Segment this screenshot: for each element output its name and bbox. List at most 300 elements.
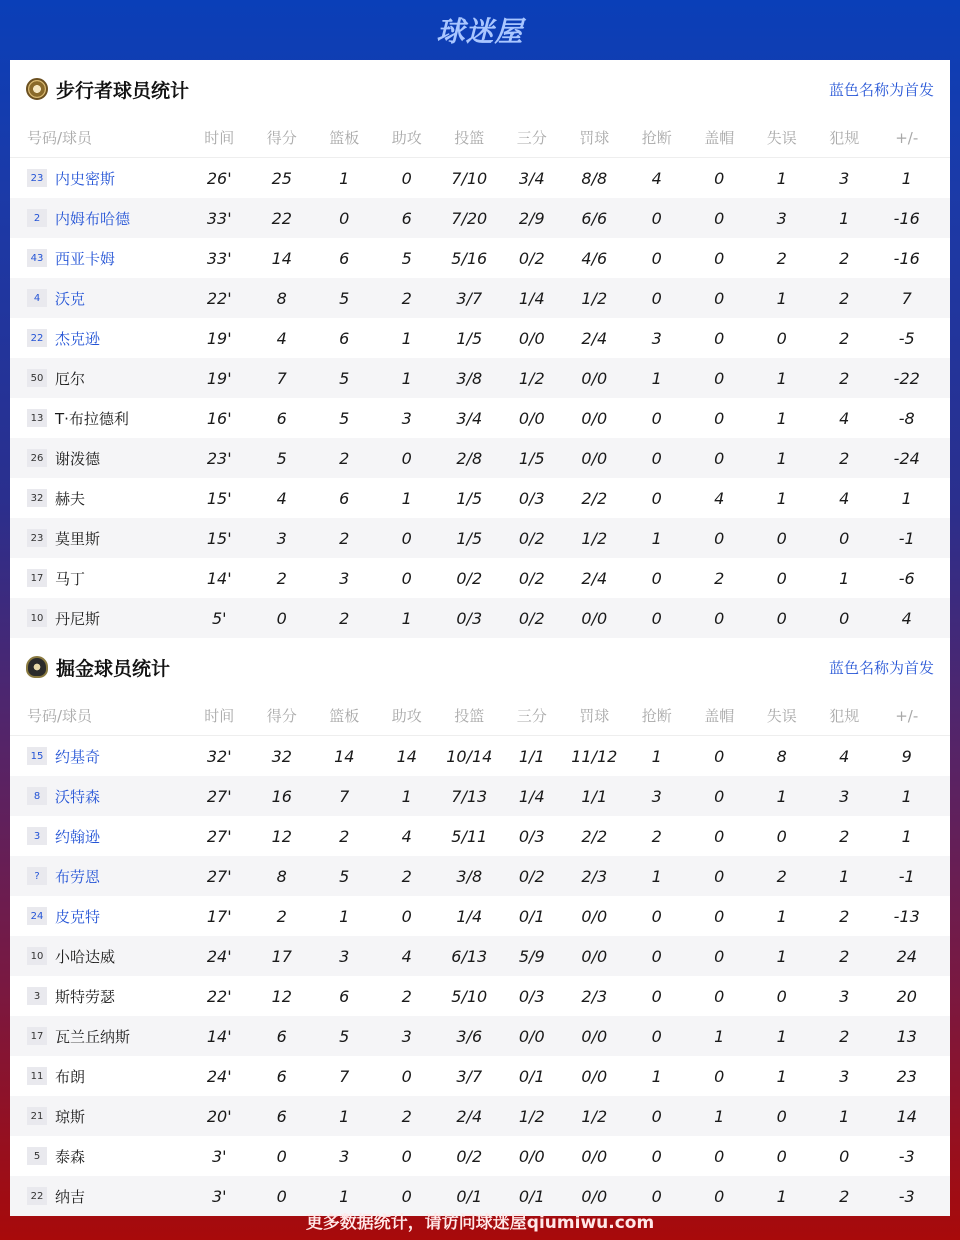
- stat-cell: 2/8: [456, 448, 483, 468]
- table-row[interactable]: [10, 856, 950, 896]
- stat-cell: 17: [271, 946, 292, 966]
- team-stats-title: 掘金球员统计: [56, 657, 171, 680]
- team-section-1: [10, 638, 950, 1216]
- stat-cell: 0: [651, 408, 662, 428]
- stat-cell: 0: [651, 488, 662, 508]
- stat-cell: 1/5: [456, 488, 483, 508]
- player-cell: [10, 746, 188, 767]
- stat-cell: 2: [839, 1026, 850, 1046]
- stat-cell: 2: [839, 328, 850, 348]
- player-cell: [10, 448, 188, 469]
- table-row[interactable]: [10, 736, 950, 776]
- player-cell: [10, 528, 188, 549]
- stat-cell: 0: [776, 986, 787, 1006]
- starter-legend-note: 蓝色名称为首发: [828, 658, 934, 677]
- stat-cell: 5: [339, 368, 350, 388]
- stat-cell: 0/0: [581, 1066, 608, 1086]
- player-name[interactable]: 沃克: [55, 289, 86, 308]
- player-name[interactable]: 琼斯: [55, 1107, 86, 1126]
- stat-cell: 0: [776, 826, 787, 846]
- table-row[interactable]: [10, 816, 950, 856]
- stat-cell: 24: [896, 946, 917, 966]
- stat-cell: 14': [206, 1026, 232, 1046]
- stat-cell: 5/10: [451, 986, 488, 1006]
- stat-cell: 0: [714, 786, 725, 806]
- table-row[interactable]: [10, 238, 950, 278]
- player-name[interactable]: 斯特劳瑟: [55, 987, 116, 1006]
- stat-cell: 14: [271, 248, 292, 268]
- stat-cell: 6: [276, 1026, 287, 1046]
- player-name[interactable]: 杰克逊: [55, 329, 101, 348]
- stat-cell: 0: [401, 1146, 412, 1166]
- stat-cell: 1/5: [456, 528, 483, 548]
- stat-cell: -16: [893, 208, 920, 228]
- stat-cell: 0/0: [581, 608, 608, 628]
- stat-cell: -3: [898, 1186, 915, 1206]
- player-name[interactable]: 内史密斯: [55, 169, 116, 188]
- stat-cell: 1/1: [581, 786, 608, 806]
- player-cell: [10, 608, 188, 629]
- player-name[interactable]: 瓦兰丘纳斯: [55, 1027, 131, 1046]
- table-row[interactable]: [10, 438, 950, 478]
- stat-cell: 4: [401, 826, 412, 846]
- stat-cell: 7: [339, 786, 350, 806]
- stat-cell: 0/3: [518, 826, 545, 846]
- column-header[interactable]: 失误: [766, 707, 797, 725]
- column-header[interactable]: 三分: [516, 707, 547, 725]
- stat-cell: 1: [651, 1066, 662, 1086]
- stat-cell: 8: [276, 288, 287, 308]
- stat-cell: 5/16: [451, 248, 488, 268]
- stat-cell: 1: [776, 448, 787, 468]
- stat-cell: 0: [276, 608, 287, 628]
- stat-cell: 3: [339, 568, 350, 588]
- stat-cell: 1: [339, 1106, 350, 1126]
- stat-cell: 15': [206, 528, 232, 548]
- column-header[interactable]: 三分: [516, 129, 547, 147]
- player-name[interactable]: 谢泼德: [55, 449, 101, 468]
- stat-cell: 3: [839, 986, 850, 1006]
- stat-cell: 2: [776, 866, 787, 886]
- table-row[interactable]: [10, 358, 950, 398]
- stat-cell: 0: [276, 1146, 287, 1166]
- player-name[interactable]: 布朗: [55, 1067, 86, 1086]
- stat-cell: 0/0: [518, 408, 545, 428]
- stat-cell: 3/8: [456, 368, 483, 388]
- table-row[interactable]: [10, 158, 950, 198]
- player-name[interactable]: 丹尼斯: [55, 609, 101, 628]
- stat-cell: 3/7: [456, 1066, 483, 1086]
- stat-cell: 16': [206, 408, 232, 428]
- stat-cell: 4: [839, 746, 850, 766]
- site-footer[interactable]: 更多数据统计，请访问球迷屋qiumiwu.com: [305, 1212, 655, 1233]
- stat-cell: 0: [651, 906, 662, 926]
- jersey-number-badge: 10: [27, 947, 47, 965]
- stat-cell: 2/2: [581, 826, 608, 846]
- column-header[interactable]: 投篮: [454, 707, 485, 725]
- stat-cell: 2/4: [456, 1106, 483, 1126]
- player-cell: [10, 568, 188, 589]
- stat-cell: 12: [271, 986, 292, 1006]
- stat-cell: 4: [839, 408, 850, 428]
- stat-cell: 0/1: [518, 906, 545, 926]
- stat-cell: 2: [839, 946, 850, 966]
- stat-cell: 2: [339, 528, 350, 548]
- stat-cell: 1: [901, 786, 912, 806]
- stat-cell: 4: [651, 168, 662, 188]
- column-header[interactable]: 得分: [266, 129, 297, 147]
- stat-cell: 25: [271, 168, 292, 188]
- player-name[interactable]: 莫里斯: [55, 529, 101, 548]
- stat-cell: 0: [401, 1066, 412, 1086]
- stat-cell: 9: [901, 746, 912, 766]
- stat-cell: -3: [898, 1146, 915, 1166]
- site-logo[interactable]: 球迷屋: [436, 15, 524, 48]
- player-name[interactable]: T·布拉德利: [55, 409, 129, 428]
- stat-cell: 0: [651, 288, 662, 308]
- player-name[interactable]: 沃特森: [55, 787, 101, 806]
- stat-cell: 0: [776, 528, 787, 548]
- stat-cell: 0: [651, 1186, 662, 1206]
- stat-cell: 15': [206, 488, 232, 508]
- column-header[interactable]: 犯规: [829, 129, 860, 147]
- stat-cell: 4: [839, 488, 850, 508]
- stat-cell: 0/0: [581, 1026, 608, 1046]
- stat-cell: 1: [839, 208, 850, 228]
- stat-cell: 1: [401, 488, 412, 508]
- pacers-logo-icon: [26, 78, 48, 100]
- stat-cell: 1: [776, 906, 787, 926]
- stat-cell: 1: [901, 826, 912, 846]
- stat-cell: 0/2: [518, 528, 545, 548]
- table-row[interactable]: [10, 936, 950, 976]
- stat-cell: 2: [401, 288, 412, 308]
- table-row[interactable]: [10, 976, 950, 1016]
- stat-cell: 1: [901, 168, 912, 188]
- table-row[interactable]: [10, 398, 950, 438]
- column-header[interactable]: 抢断: [641, 707, 672, 725]
- stat-cell: 1: [339, 168, 350, 188]
- stat-cell: 33': [206, 208, 232, 228]
- stat-cell: 22: [271, 208, 292, 228]
- stat-cell: 0: [651, 568, 662, 588]
- column-header[interactable]: 时间: [204, 129, 235, 147]
- player-name[interactable]: 内姆布哈德: [55, 209, 131, 228]
- table-row[interactable]: [10, 518, 950, 558]
- player-cell: [10, 1146, 188, 1167]
- stat-cell: 24': [206, 1066, 232, 1086]
- column-header[interactable]: +/-: [895, 128, 919, 147]
- stat-cell: 14: [396, 746, 417, 766]
- stat-cell: 2/4: [581, 328, 608, 348]
- player-name[interactable]: 皮克特: [55, 907, 101, 926]
- stat-cell: 0: [651, 248, 662, 268]
- stat-cell: 0/3: [456, 608, 483, 628]
- stat-cell: 23: [896, 1066, 917, 1086]
- stat-cell: 8: [776, 746, 787, 766]
- stat-cell: 0: [651, 208, 662, 228]
- stat-cell: 3: [776, 208, 787, 228]
- player-cell: [10, 826, 188, 847]
- table-row[interactable]: [10, 478, 950, 518]
- stat-cell: 1: [401, 368, 412, 388]
- stat-cell: 10/14: [446, 746, 493, 766]
- stat-cell: 0: [776, 1146, 787, 1166]
- stat-cell: 1: [901, 488, 912, 508]
- stat-cell: 5: [339, 1026, 350, 1046]
- stat-cell: 3': [211, 1186, 227, 1206]
- stat-cell: 33': [206, 248, 232, 268]
- stat-cell: 6: [339, 328, 350, 348]
- column-header[interactable]: 犯规: [829, 707, 860, 725]
- stat-cell: 1/5: [518, 448, 545, 468]
- stat-cell: 0: [714, 986, 725, 1006]
- column-header[interactable]: 罚球: [579, 707, 610, 725]
- stat-cell: 0/0: [581, 1186, 608, 1206]
- stat-cell: 13: [896, 1026, 917, 1046]
- table-row[interactable]: [10, 598, 950, 638]
- stat-cell: 0: [714, 448, 725, 468]
- stat-cell: 1: [401, 786, 412, 806]
- stat-cell: 5: [276, 448, 287, 468]
- stat-cell: 0: [714, 1066, 725, 1086]
- table-row[interactable]: [10, 1136, 950, 1176]
- column-header[interactable]: 罚球: [579, 129, 610, 147]
- stat-cell: 3': [211, 1146, 227, 1166]
- stat-cell: 12: [271, 826, 292, 846]
- jersey-number-badge: 23: [27, 529, 47, 547]
- column-header[interactable]: +/-: [895, 706, 919, 725]
- stat-cell: 11/12: [571, 746, 618, 766]
- column-header[interactable]: 盖帽: [704, 707, 735, 725]
- jersey-number-badge: 32: [27, 489, 47, 507]
- stat-cell: 0/2: [518, 866, 545, 886]
- stat-cell: 23': [206, 448, 232, 468]
- stat-cell: 4/6: [581, 248, 608, 268]
- table-row[interactable]: [10, 1096, 950, 1136]
- stat-cell: 0: [714, 328, 725, 348]
- stat-cell: -24: [893, 448, 920, 468]
- stat-cell: 2: [839, 248, 850, 268]
- jersey-number-badge: 26: [27, 449, 47, 467]
- table-row[interactable]: [10, 318, 950, 358]
- team-stats-title: 步行者球员统计: [56, 79, 190, 102]
- stat-cell: 7/20: [451, 208, 488, 228]
- stat-cell: 5: [339, 408, 350, 428]
- column-header[interactable]: 得分: [266, 707, 297, 725]
- stat-cell: 6: [339, 986, 350, 1006]
- player-name[interactable]: 赫夫: [55, 489, 86, 508]
- player-name[interactable]: 厄尔: [55, 369, 86, 388]
- player-name[interactable]: 泰森: [55, 1147, 86, 1166]
- stat-cell: 1: [401, 608, 412, 628]
- stat-cell: 0: [401, 1186, 412, 1206]
- stat-cell: 4: [714, 488, 725, 508]
- stat-cell: 0/2: [456, 568, 483, 588]
- stat-cell: 0/2: [518, 608, 545, 628]
- stat-cell: 1: [776, 168, 787, 188]
- nuggets-logo-icon: [26, 656, 48, 678]
- stat-cell: 6: [339, 488, 350, 508]
- team-section-0: [10, 60, 950, 638]
- stat-cell: 2: [714, 568, 725, 588]
- stat-cell: 0: [714, 608, 725, 628]
- column-header[interactable]: 助攻: [391, 707, 422, 725]
- jersey-number-badge: ?: [27, 867, 47, 885]
- jersey-number-badge: 3: [27, 987, 47, 1005]
- stat-cell: 1: [339, 1186, 350, 1206]
- stat-cell: 5/11: [451, 826, 488, 846]
- stat-cell: 2: [651, 826, 662, 846]
- stat-cell: 0: [339, 208, 350, 228]
- player-cell: [10, 1106, 188, 1127]
- stat-cell: 0/0: [518, 328, 545, 348]
- stat-cell: 3: [651, 328, 662, 348]
- table-row[interactable]: [10, 776, 950, 816]
- stat-cell: 1/2: [581, 1106, 608, 1126]
- column-header[interactable]: 时间: [204, 707, 235, 725]
- table-row[interactable]: [10, 198, 950, 238]
- stat-cell: 0: [714, 1186, 725, 1206]
- stat-cell: 0: [401, 568, 412, 588]
- jersey-number-badge: 24: [27, 907, 47, 925]
- stat-cell: -6: [898, 568, 915, 588]
- stat-cell: 3: [839, 786, 850, 806]
- player-name[interactable]: 马丁: [55, 569, 86, 588]
- stat-cell: 1: [839, 1106, 850, 1126]
- stat-cell: 3: [276, 528, 287, 548]
- column-header[interactable]: 篮板: [329, 707, 360, 725]
- stat-cell: 0/2: [456, 1146, 483, 1166]
- stat-cell: 1: [839, 568, 850, 588]
- jersey-number-badge: 22: [27, 1187, 47, 1205]
- stat-cell: 0: [776, 608, 787, 628]
- stat-cell: 1: [651, 866, 662, 886]
- stat-cell: 0: [714, 528, 725, 548]
- stat-cell: 1/2: [581, 288, 608, 308]
- stat-cell: 6/13: [451, 946, 488, 966]
- stat-cell: 4: [901, 608, 912, 628]
- stat-cell: 8/8: [581, 168, 608, 188]
- player-cell: [10, 248, 188, 269]
- column-header[interactable]: 篮板: [329, 129, 360, 147]
- stat-cell: 24': [206, 946, 232, 966]
- stat-cell: 1/5: [456, 328, 483, 348]
- stat-cell: 6: [276, 1106, 287, 1126]
- stat-cell: 0/2: [518, 248, 545, 268]
- player-cell: [10, 786, 188, 807]
- stat-cell: 0: [714, 866, 725, 886]
- stat-cell: 20: [896, 986, 917, 1006]
- player-cell: [10, 866, 188, 887]
- jersey-number-badge: 23: [27, 169, 47, 187]
- stat-cell: 0: [776, 1106, 787, 1126]
- stat-cell: 6: [339, 248, 350, 268]
- stat-cell: 0: [714, 208, 725, 228]
- jersey-number-badge: 50: [27, 369, 47, 387]
- stat-cell: 1: [714, 1026, 725, 1046]
- stat-cell: 2: [839, 906, 850, 926]
- stat-cell: 2: [339, 448, 350, 468]
- stat-cell: 2: [839, 826, 850, 846]
- stat-cell: 27': [206, 826, 232, 846]
- column-header[interactable]: 号码/球员: [27, 129, 93, 147]
- stat-cell: 2: [339, 826, 350, 846]
- stat-cell: 27': [206, 786, 232, 806]
- jersey-number-badge: 21: [27, 1107, 47, 1125]
- player-name[interactable]: 纳吉: [55, 1187, 86, 1206]
- stat-cell: 7: [901, 288, 912, 308]
- table-row[interactable]: [10, 896, 950, 936]
- stat-cell: 0/0: [518, 1026, 545, 1046]
- stat-cell: 1/4: [518, 786, 545, 806]
- column-header[interactable]: 投篮: [454, 129, 485, 147]
- stat-cell: 0/0: [581, 448, 608, 468]
- player-name[interactable]: 约翰逊: [55, 827, 101, 846]
- stat-cell: 0: [714, 826, 725, 846]
- player-cell: [10, 1026, 188, 1047]
- stat-cell: 0: [714, 408, 725, 428]
- section-header: [10, 60, 950, 118]
- column-header[interactable]: 盖帽: [704, 129, 735, 147]
- stat-cell: 1: [776, 1066, 787, 1086]
- player-name[interactable]: 约基奇: [55, 747, 101, 766]
- stat-cell: 17': [206, 906, 232, 926]
- stat-cell: 0: [401, 528, 412, 548]
- stats-card: [10, 60, 950, 1206]
- stat-cell: 4: [276, 328, 287, 348]
- table-row[interactable]: [10, 558, 950, 598]
- stat-cell: 0: [776, 568, 787, 588]
- stat-cell: 2/3: [581, 866, 608, 886]
- stat-cell: 0/1: [518, 1066, 545, 1086]
- player-cell: [10, 328, 188, 349]
- table-body: [10, 158, 950, 638]
- column-header[interactable]: 失误: [766, 129, 797, 147]
- stat-cell: 6: [276, 408, 287, 428]
- stat-cell: 3: [339, 946, 350, 966]
- stat-cell: 2: [839, 288, 850, 308]
- stat-cell: 1: [776, 946, 787, 966]
- table-row[interactable]: [10, 1016, 950, 1056]
- table-row[interactable]: [10, 1056, 950, 1096]
- stat-cell: 2: [276, 568, 287, 588]
- table-header: [10, 118, 950, 158]
- player-cell: [10, 208, 188, 229]
- player-name[interactable]: 西亚卡姆: [55, 249, 116, 268]
- stat-cell: 14: [896, 1106, 917, 1126]
- stat-cell: 2/2: [581, 488, 608, 508]
- jersey-number-badge: 17: [27, 1027, 47, 1045]
- stat-cell: 5: [401, 248, 412, 268]
- player-name[interactable]: 布劳恩: [55, 867, 101, 886]
- column-header[interactable]: 助攻: [391, 129, 422, 147]
- jersey-number-badge: 13: [27, 409, 47, 427]
- stat-cell: 5/9: [518, 946, 545, 966]
- stat-cell: 1/2: [518, 368, 545, 388]
- stat-cell: 2/9: [518, 208, 545, 228]
- stat-cell: 3/6: [456, 1026, 483, 1046]
- column-header[interactable]: 号码/球员: [27, 707, 93, 725]
- player-cell: [10, 288, 188, 309]
- stat-cell: 0/0: [581, 408, 608, 428]
- player-name[interactable]: 小哈达威: [55, 947, 116, 966]
- table-row[interactable]: [10, 278, 950, 318]
- stat-cell: 0: [651, 608, 662, 628]
- column-header[interactable]: 抢断: [641, 129, 672, 147]
- stat-cell: 1: [776, 786, 787, 806]
- section-title: [26, 76, 189, 103]
